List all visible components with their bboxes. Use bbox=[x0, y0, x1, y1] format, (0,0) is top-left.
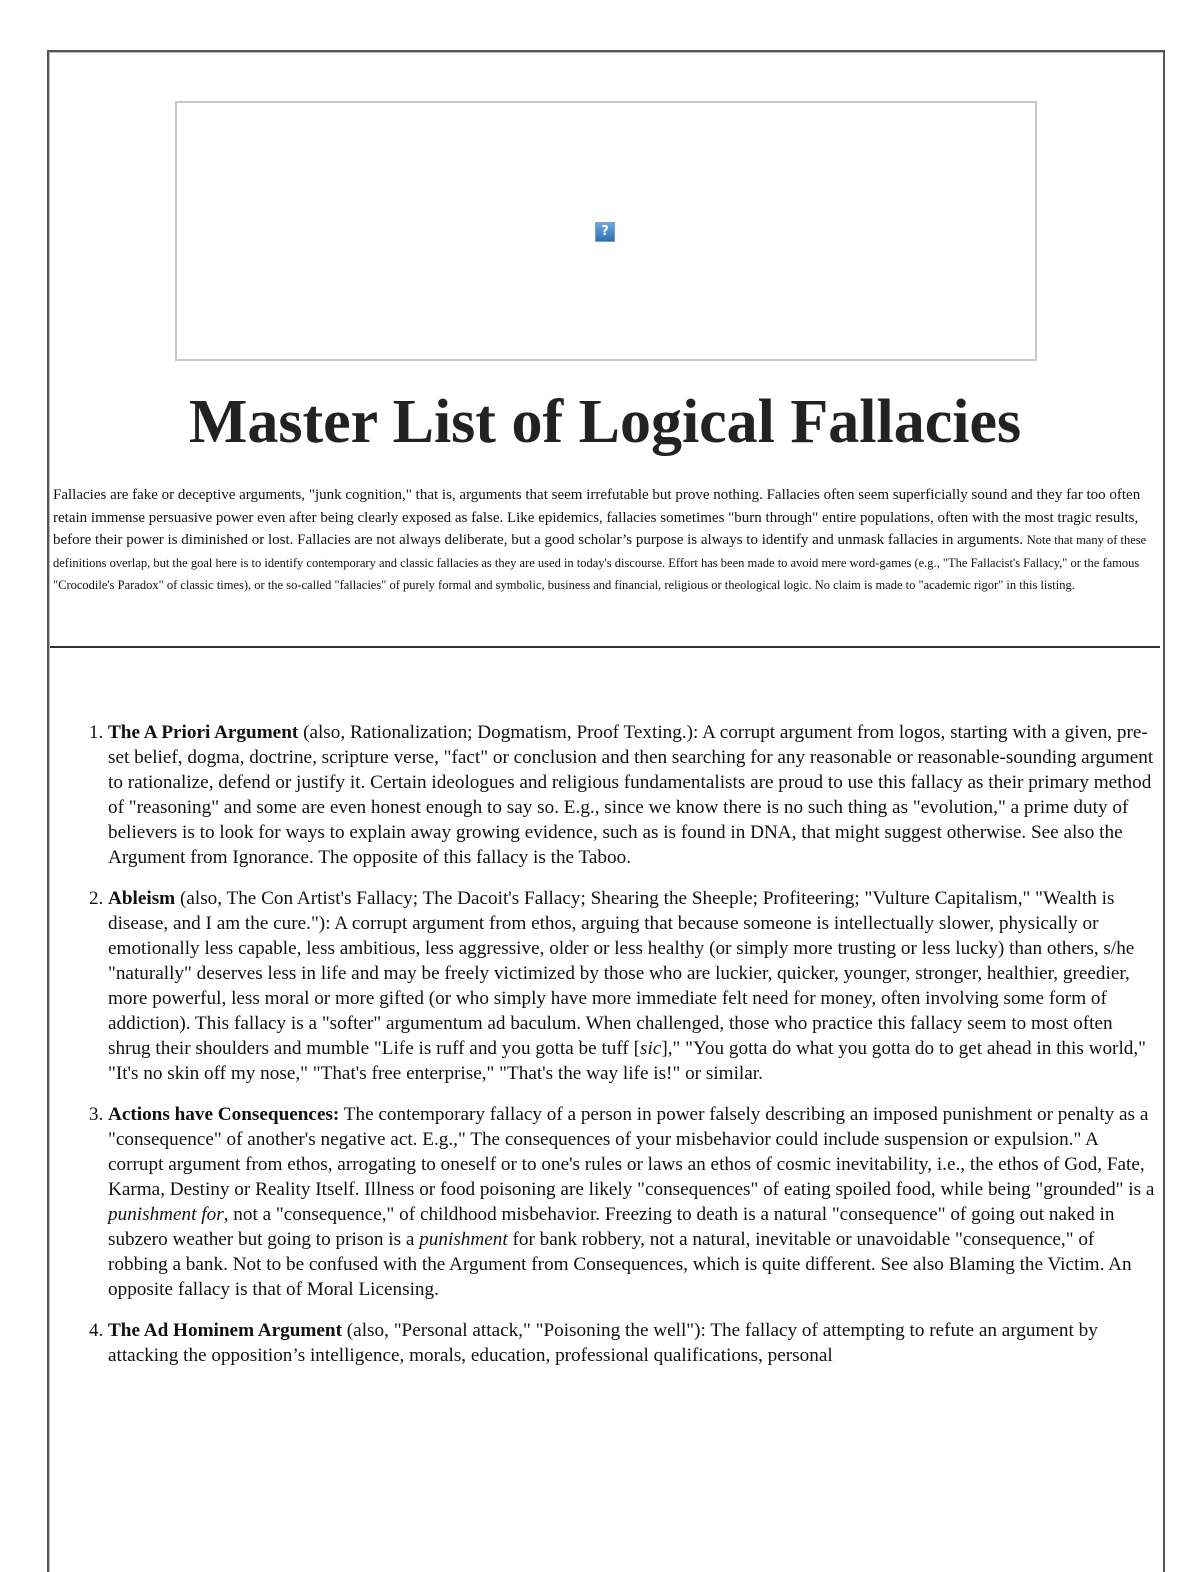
list-item bbox=[108, 1102, 1158, 1302]
intro-main-text: Fallacies are fake or deceptive arguments, "junk cognition," that is, arguments that seem irrefutable but prove nothing. Fallacies often seem superficially sound and they far too often retain immense persuasive power even after being clearly exposed as false. Like epidemics, fallacies sometimes "burn through" entire populations, often with the most tragic results, before their power is diminished or lost. Fallacies are not always deliberate, but a good scholar’s purpose is always to identify and unmask fallacies in arguments. bbox=[53, 487, 1141, 548]
intro-paragraph bbox=[53, 484, 1158, 597]
list-item bbox=[108, 886, 1158, 1086]
fallacy-description: (also, Rationalization; Dogmatism, Proof Texting.): A corrupt argument from logos, starting with a given, pre-set belief, dogma, doctrine, scripture verse, "fact" or conclusion and then searching for any reasonable or reasonable-sounding argument to rationalize, defend or justify it. Certain ideologues and religious fundamentalists are proud to use this fallacy as their primary method of "reasoning" and some are even honest enough to say so. E.g., since we know there is no such thing as "evolution," a prime duty of believers is to look for ways to explain away growing evidence, such as is found in DNA, that might suggest otherwise. See also the Argument from Ignorance. The opposite of this fallacy is the Taboo. bbox=[108, 722, 1154, 868]
fallacy-term: Ableism bbox=[108, 888, 176, 909]
fallacy-description-italic: sic bbox=[640, 1038, 662, 1059]
fallacy-list bbox=[50, 720, 1158, 1384]
fallacy-description-cont: , not a "consequence," of childhood misbehavior. Freezing to death is a natural "consequence" of going out naked in subzero weather but going to prison is a bbox=[108, 1204, 1115, 1250]
fallacy-term: The Ad Hominem Argument bbox=[108, 1320, 342, 1341]
fallacy-description: The contemporary fallacy of a person in power falsely describing an imposed punishment or penalty as a "consequence" of another's negative act. E.g.," The consequences of your misbehavior could include suspension or expulsion." A corrupt argument from ethos, arrogating to oneself or to one's rules or laws an ethos of cosmic inevitability, i.e., the ethos of God, Fate, Karma, Destiny or Reality Itself. Illness or food poisoning are likely "consequences" of eating spoiled food, while being "grounded" is a bbox=[108, 1104, 1155, 1200]
list-item bbox=[108, 1318, 1158, 1368]
fallacy-description: (also, The Con Artist's Fallacy; The Dacoit's Fallacy; Shearing the Sheeple; Profiteering; "Vulture Capitalism," "Wealth is disease, and I am the cure."): A corrupt argument from ethos, arguing that because someone is intellectually slower, physically or emotionally less capable, less ambitious, less aggressive, older or less healthy (or simply more trusting or less lucky) than others, s/he "naturally" deserves less in life and may be freely victimized by those who are luckier, quicker, younger, stronger, healthier, greedier, more powerful, less moral or more gifted (or who simply have more immediate felt need for money, often involving some form of addiction). This fallacy is a "softer" argumentum ad baculum. When challenged, those who practice this fallacy seem to most often shrug their shoulders and mumble "Life is ruff and you gotta be tuff [ bbox=[108, 888, 1135, 1059]
page-title: Master List of Logical Fallacies bbox=[188, 388, 1022, 456]
fallacy-term: Actions have Consequences: bbox=[108, 1104, 340, 1125]
fallacy-description-italic: punishment for bbox=[108, 1204, 224, 1225]
broken-image-icon: ? bbox=[595, 222, 615, 242]
fallacy-description-cont: for bank robbery, not a natural, inevitable or unavoidable "consequence," of robbing a bank. Not to be confused with the Argument from Consequences, which is quite different. See also Blaming the Victim. An opposite fallacy is that of Moral Licensing. bbox=[108, 1229, 1132, 1300]
fallacy-term: The A Priori Argument bbox=[108, 722, 299, 743]
fallacy-description: (also, "Personal attack," "Poisoning the well"): The fallacy of attempting to refute an argument by attacking the opposition’s intelligence, morals, education, professional qualifications, personal bbox=[108, 1320, 1098, 1366]
section-divider bbox=[50, 646, 1160, 648]
fallacy-description-cont: ]," "You gotta do what you gotta do to get ahead in this world," "It's no skin off my nose," "That's free enterprise," "That's the way life is!" or similar. bbox=[108, 1038, 1147, 1084]
list-item bbox=[108, 720, 1158, 870]
fallacy-description-italic: punishment bbox=[419, 1229, 508, 1250]
intro-note-text: Note that many of these definitions overlap, but the goal here is to identify contemporary and classic fallacies as they are used in today's discourse. Effort has been made to avoid mere word-games (e.g., "The Fallacist's Fallacy," or the famous "Crocodile's Paradox" of classic times), or the so-called "fallacies" of purely formal and symbolic, business and financial, religious or theological logic. No claim is made to "academic rigor" in this listing. bbox=[53, 533, 1147, 592]
